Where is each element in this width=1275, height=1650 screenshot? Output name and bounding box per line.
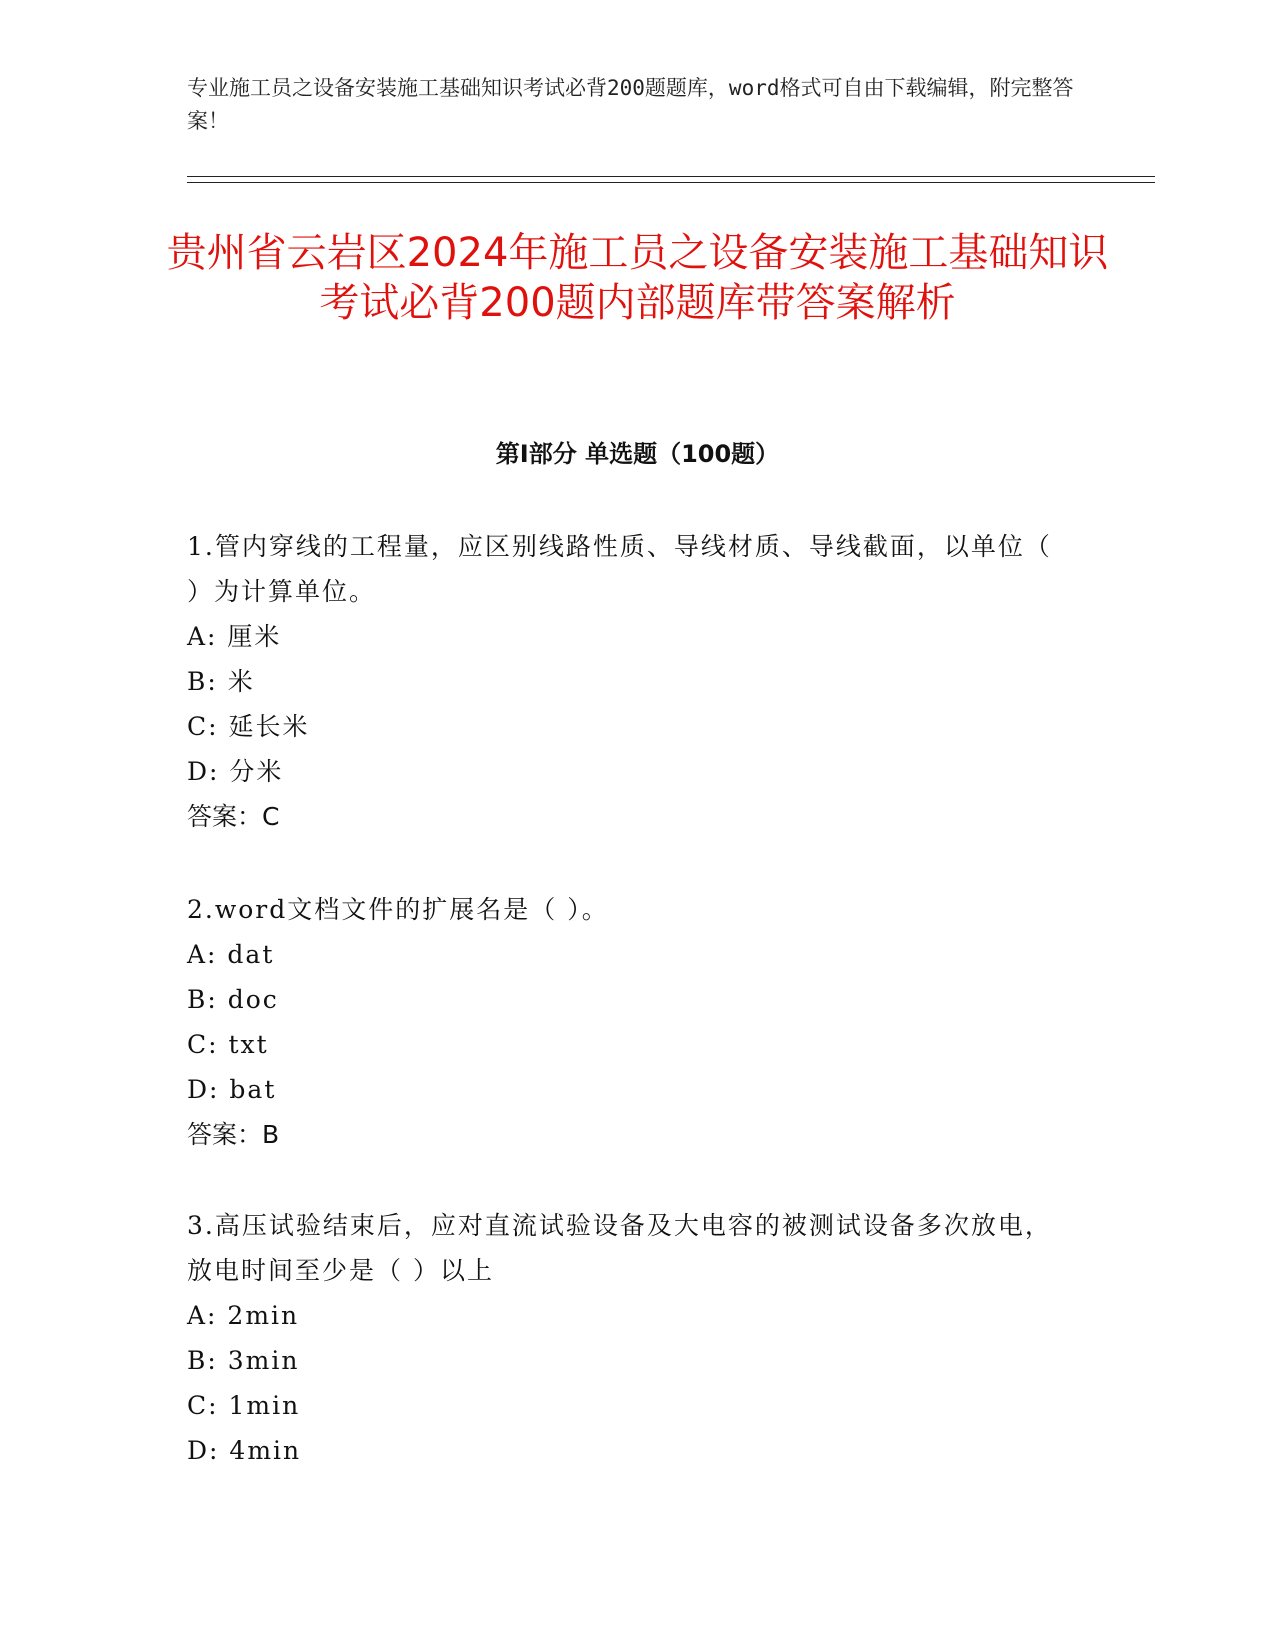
section-heading: 第I部分 单选题（100题） <box>495 440 780 468</box>
document-title: 贵州省云岩区2024年施工员之设备安装施工基础知识考试必背200题内部题库带答案解析 <box>166 230 1109 326</box>
option-d: D: 4min <box>187 1436 302 1465</box>
option-c: C: 延长米 <box>187 712 310 741</box>
question-3 <box>187 1203 1067 1473</box>
option-b: B: doc <box>187 985 279 1014</box>
question-stem: 2.word文档文件的扩展名是（ ）。 <box>187 895 609 924</box>
question-1 <box>187 524 1067 839</box>
option-a: A: dat <box>187 940 275 969</box>
option-a: A: 厘米 <box>187 622 282 651</box>
question-stem: 1.管内穿线的工程量，应区别线路性质、导线材质、导线截面，以单位（ ）为计算单位。 <box>187 532 1052 606</box>
option-d: D: bat <box>187 1075 277 1104</box>
header-note: 专业施工员之设备安装施工基础知识考试必背200题题库，word格式可自由下载编辑，附完整答案！ <box>187 76 1074 133</box>
option-c: C: txt <box>187 1030 269 1059</box>
option-b: B: 米 <box>187 667 255 696</box>
header-divider-top <box>187 176 1155 177</box>
question-stem: 3.高压试验结束后，应对直流试验设备及大电容的被测试设备多次放电，放电时间至少是（ ）以上 <box>187 1211 1052 1285</box>
answer: 答案：B <box>187 1120 280 1149</box>
option-b: B: 3min <box>187 1346 300 1375</box>
answer: 答案：C <box>187 802 280 831</box>
question-2 <box>187 887 1067 1157</box>
option-d: D: 分米 <box>187 757 284 786</box>
option-c: C: 1min <box>187 1391 301 1420</box>
option-a: A: 2min <box>187 1301 300 1330</box>
header-divider-bottom <box>187 182 1155 183</box>
